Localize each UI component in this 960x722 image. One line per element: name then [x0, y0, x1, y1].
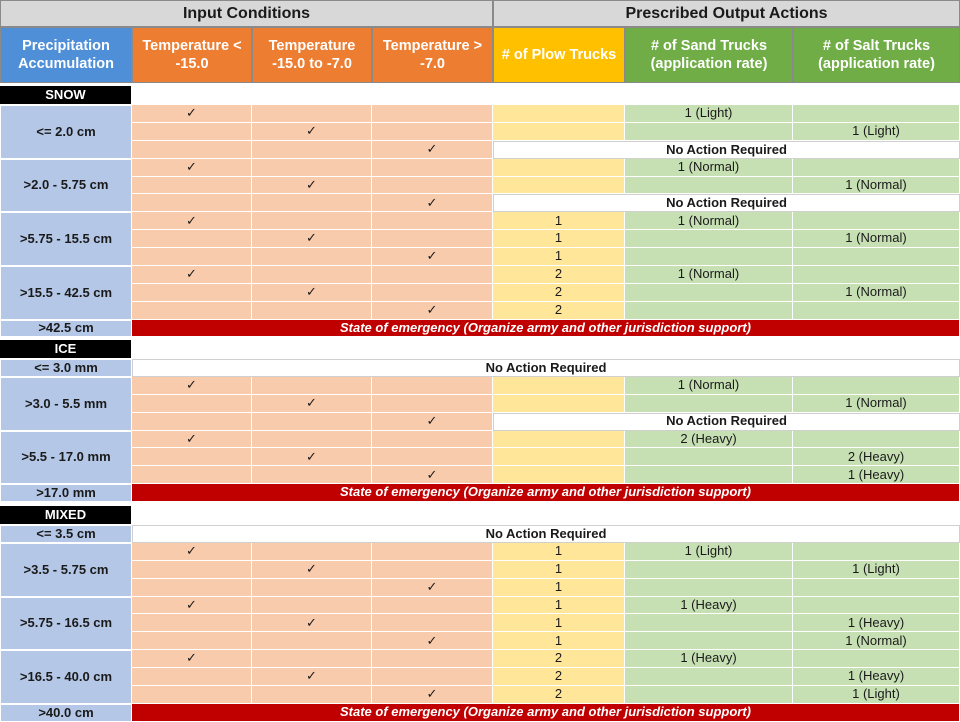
- sand-trucks-cell: [625, 395, 793, 413]
- plow-trucks-cell: 2: [493, 650, 625, 668]
- sand-trucks-cell: [625, 466, 793, 484]
- plow-trucks-cell: 1: [493, 597, 625, 615]
- salt-trucks-cell: 1 (Heavy): [793, 614, 960, 632]
- check-mark-icon: ✓: [252, 230, 372, 248]
- temp-cell: [252, 105, 372, 123]
- precip-label: <= 3.0 mm: [0, 359, 132, 377]
- plow-trucks-cell: [493, 466, 625, 484]
- temp-cell: [132, 177, 252, 195]
- sand-trucks-cell: 1 (Heavy): [625, 650, 793, 668]
- temp-cell: [132, 194, 252, 212]
- plow-trucks-cell: [493, 448, 625, 466]
- check-mark-icon: ✓: [372, 248, 493, 266]
- no-action-banner: No Action Required: [493, 413, 960, 431]
- plow-trucks-cell: 2: [493, 668, 625, 686]
- sand-trucks-cell: [625, 302, 793, 320]
- check-mark-icon: ✓: [132, 431, 252, 449]
- sand-trucks-cell: [625, 230, 793, 248]
- sand-trucks-cell: [625, 614, 793, 632]
- precip-label: >5.75 - 16.5 cm: [0, 597, 132, 651]
- temp-cell: [252, 159, 372, 177]
- sand-trucks-cell: [625, 284, 793, 302]
- emergency-banner: State of emergency (Organize army and other jurisdiction support): [132, 320, 960, 338]
- check-mark-icon: ✓: [252, 448, 372, 466]
- salt-trucks-cell: 1 (Light): [793, 123, 960, 141]
- temp-cell: [372, 212, 493, 230]
- plow-trucks-cell: [493, 377, 625, 395]
- sand-trucks-cell: [625, 668, 793, 686]
- temp-cell: [132, 668, 252, 686]
- temp-cell: [132, 141, 252, 159]
- sand-trucks-cell: 1 (Light): [625, 105, 793, 123]
- temp-cell: [132, 561, 252, 579]
- salt-trucks-cell: 2 (Heavy): [793, 448, 960, 466]
- salt-trucks-cell: 1 (Heavy): [793, 466, 960, 484]
- temp-cell: [372, 448, 493, 466]
- temp-cell: [252, 413, 372, 431]
- precip-label: <= 2.0 cm: [0, 105, 132, 159]
- col-header-precipitation: Precipitation Accumulation: [0, 27, 132, 83]
- temp-cell: [252, 466, 372, 484]
- temp-cell: [372, 668, 493, 686]
- sand-trucks-cell: 1 (Normal): [625, 266, 793, 284]
- temp-cell: [252, 650, 372, 668]
- salt-trucks-cell: 1 (Normal): [793, 284, 960, 302]
- check-mark-icon: ✓: [132, 105, 252, 123]
- check-mark-icon: ✓: [132, 650, 252, 668]
- check-mark-icon: ✓: [132, 377, 252, 395]
- sand-trucks-cell: 2 (Heavy): [625, 431, 793, 449]
- check-mark-icon: ✓: [132, 266, 252, 284]
- precip-label: >15.5 - 42.5 cm: [0, 266, 132, 320]
- sand-trucks-cell: 1 (Normal): [625, 159, 793, 177]
- salt-trucks-cell: 1 (Light): [793, 686, 960, 704]
- plow-trucks-cell: 1: [493, 543, 625, 561]
- temp-cell: [132, 466, 252, 484]
- salt-trucks-cell: [793, 597, 960, 615]
- sand-trucks-cell: 1 (Normal): [625, 377, 793, 395]
- temp-cell: [372, 177, 493, 195]
- check-mark-icon: ✓: [132, 212, 252, 230]
- check-mark-icon: ✓: [252, 395, 372, 413]
- temp-cell: [252, 266, 372, 284]
- plow-trucks-cell: 1: [493, 230, 625, 248]
- temp-cell: [252, 543, 372, 561]
- plow-trucks-cell: [493, 105, 625, 123]
- no-action-banner: No Action Required: [132, 525, 960, 543]
- precip-label: >5.75 - 15.5 cm: [0, 212, 132, 266]
- section-label-mixed: MIXED: [0, 506, 132, 525]
- temp-cell: [252, 377, 372, 395]
- emergency-banner: State of emergency (Organize army and other jurisdiction support): [132, 484, 960, 502]
- sand-trucks-cell: 1 (Heavy): [625, 597, 793, 615]
- precip-label: >3.0 - 5.5 mm: [0, 377, 132, 431]
- output-actions-header: Prescribed Output Actions: [493, 0, 960, 27]
- check-mark-icon: ✓: [252, 614, 372, 632]
- no-action-banner: No Action Required: [493, 141, 960, 159]
- precip-label: <= 3.5 cm: [0, 525, 132, 543]
- check-mark-icon: ✓: [132, 597, 252, 615]
- check-mark-icon: ✓: [252, 177, 372, 195]
- plow-trucks-cell: 1: [493, 632, 625, 650]
- temp-cell: [132, 395, 252, 413]
- temp-cell: [372, 543, 493, 561]
- sand-trucks-cell: [625, 686, 793, 704]
- check-mark-icon: ✓: [372, 466, 493, 484]
- salt-trucks-cell: 1 (Normal): [793, 177, 960, 195]
- check-mark-icon: ✓: [372, 194, 493, 212]
- sand-trucks-cell: [625, 248, 793, 266]
- salt-trucks-cell: [793, 543, 960, 561]
- salt-trucks-cell: [793, 266, 960, 284]
- temp-cell: [132, 248, 252, 266]
- temp-cell: [372, 597, 493, 615]
- salt-trucks-cell: 1 (Light): [793, 561, 960, 579]
- salt-trucks-cell: 1 (Heavy): [793, 668, 960, 686]
- no-action-banner: No Action Required: [493, 194, 960, 212]
- temp-cell: [372, 395, 493, 413]
- precip-label: >5.5 - 17.0 mm: [0, 431, 132, 485]
- sand-trucks-cell: [625, 579, 793, 597]
- plow-trucks-cell: 2: [493, 302, 625, 320]
- plow-trucks-cell: 1: [493, 579, 625, 597]
- temp-cell: [252, 632, 372, 650]
- plow-trucks-cell: 1: [493, 212, 625, 230]
- temp-cell: [132, 413, 252, 431]
- temp-cell: [252, 141, 372, 159]
- sand-trucks-cell: [625, 561, 793, 579]
- plow-trucks-cell: 2: [493, 686, 625, 704]
- col-header-temp-low: Temperature < -15.0: [132, 27, 252, 83]
- precip-label: >42.5 cm: [0, 320, 132, 338]
- sand-trucks-cell: 1 (Normal): [625, 212, 793, 230]
- check-mark-icon: ✓: [252, 561, 372, 579]
- sand-trucks-cell: 1 (Light): [625, 543, 793, 561]
- salt-trucks-cell: [793, 650, 960, 668]
- temp-cell: [132, 686, 252, 704]
- temp-cell: [372, 230, 493, 248]
- precip-label: >17.0 mm: [0, 484, 132, 502]
- plow-trucks-cell: 1: [493, 561, 625, 579]
- plow-trucks-cell: 1: [493, 248, 625, 266]
- emergency-banner: State of emergency (Organize army and other jurisdiction support): [132, 704, 960, 722]
- temp-cell: [132, 579, 252, 597]
- salt-trucks-cell: [793, 431, 960, 449]
- temp-cell: [372, 650, 493, 668]
- temp-cell: [252, 212, 372, 230]
- temp-cell: [372, 105, 493, 123]
- col-header-plow-trucks: # of Plow Trucks: [493, 27, 625, 83]
- plow-trucks-cell: [493, 177, 625, 195]
- temp-cell: [372, 123, 493, 141]
- precip-label: >3.5 - 5.75 cm: [0, 543, 132, 597]
- check-mark-icon: ✓: [252, 284, 372, 302]
- salt-trucks-cell: [793, 579, 960, 597]
- temp-cell: [132, 230, 252, 248]
- temp-cell: [132, 284, 252, 302]
- salt-trucks-cell: [793, 302, 960, 320]
- plow-trucks-cell: [493, 395, 625, 413]
- temp-cell: [132, 448, 252, 466]
- precip-label: >16.5 - 40.0 cm: [0, 650, 132, 704]
- temp-cell: [252, 579, 372, 597]
- salt-trucks-cell: 1 (Normal): [793, 395, 960, 413]
- temp-cell: [252, 302, 372, 320]
- sand-trucks-cell: [625, 123, 793, 141]
- temp-cell: [372, 159, 493, 177]
- temp-cell: [132, 632, 252, 650]
- sand-trucks-cell: [625, 632, 793, 650]
- col-header-temp-high: Temperature > -7.0: [372, 27, 493, 83]
- temp-cell: [372, 284, 493, 302]
- check-mark-icon: ✓: [252, 123, 372, 141]
- no-action-banner: No Action Required: [132, 359, 960, 377]
- col-header-sand-trucks: # of Sand Trucks (application rate): [625, 27, 793, 83]
- col-header-salt-trucks: # of Salt Trucks (application rate): [793, 27, 960, 83]
- col-header-temp-mid: Temperature -15.0 to -7.0: [252, 27, 372, 83]
- check-mark-icon: ✓: [372, 302, 493, 320]
- input-conditions-header: Input Conditions: [0, 0, 493, 27]
- salt-trucks-cell: [793, 159, 960, 177]
- check-mark-icon: ✓: [372, 579, 493, 597]
- temp-cell: [252, 248, 372, 266]
- temp-cell: [372, 561, 493, 579]
- plow-trucks-cell: 2: [493, 266, 625, 284]
- check-mark-icon: ✓: [372, 141, 493, 159]
- plow-trucks-cell: [493, 123, 625, 141]
- temp-cell: [252, 194, 372, 212]
- plow-trucks-cell: 2: [493, 284, 625, 302]
- precip-label: >2.0 - 5.75 cm: [0, 159, 132, 213]
- temp-cell: [132, 614, 252, 632]
- check-mark-icon: ✓: [132, 159, 252, 177]
- salt-trucks-cell: [793, 105, 960, 123]
- salt-trucks-cell: 1 (Normal): [793, 632, 960, 650]
- temp-cell: [372, 431, 493, 449]
- check-mark-icon: ✓: [372, 413, 493, 431]
- sand-trucks-cell: [625, 448, 793, 466]
- temp-cell: [252, 686, 372, 704]
- check-mark-icon: ✓: [252, 668, 372, 686]
- salt-trucks-cell: 1 (Normal): [793, 230, 960, 248]
- check-mark-icon: ✓: [132, 543, 252, 561]
- salt-trucks-cell: [793, 377, 960, 395]
- plow-trucks-cell: 1: [493, 614, 625, 632]
- section-label-snow: SNOW: [0, 86, 132, 105]
- temp-cell: [252, 431, 372, 449]
- plow-trucks-cell: [493, 159, 625, 177]
- temp-cell: [132, 302, 252, 320]
- temp-cell: [372, 614, 493, 632]
- plow-trucks-cell: [493, 431, 625, 449]
- section-label-ice: ICE: [0, 340, 132, 359]
- salt-trucks-cell: [793, 248, 960, 266]
- temp-cell: [372, 377, 493, 395]
- temp-cell: [252, 597, 372, 615]
- temp-cell: [372, 266, 493, 284]
- precip-label: >40.0 cm: [0, 704, 132, 722]
- temp-cell: [132, 123, 252, 141]
- check-mark-icon: ✓: [372, 686, 493, 704]
- sand-trucks-cell: [625, 177, 793, 195]
- salt-trucks-cell: [793, 212, 960, 230]
- check-mark-icon: ✓: [372, 632, 493, 650]
